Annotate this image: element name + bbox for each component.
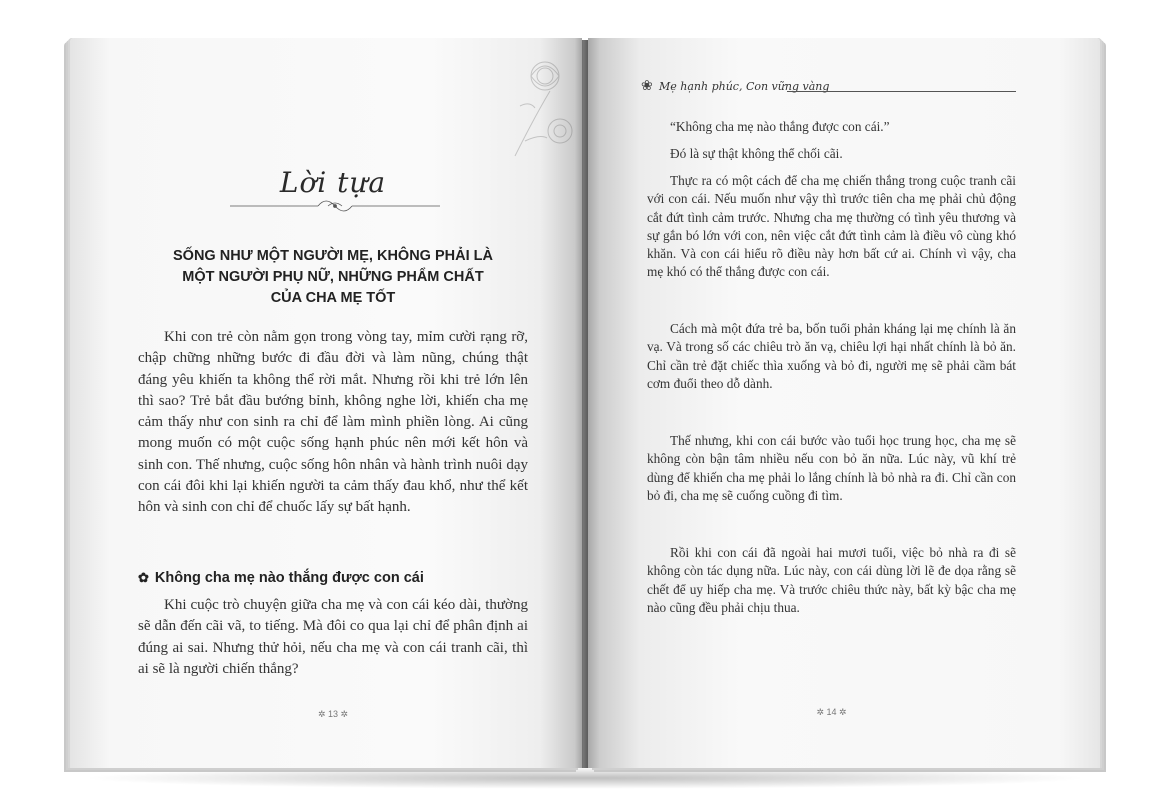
running-header-title: Mẹ hạnh phúc, Con vững vàng — [659, 80, 830, 93]
flower-icon: ❀ — [641, 78, 653, 94]
page-number-value: 13 — [327, 709, 338, 719]
left-page — [70, 38, 582, 768]
running-header — [641, 78, 1016, 100]
book-shadow — [80, 767, 1090, 789]
floral-illustration-icon — [505, 46, 580, 166]
body-paragraph: Thế nhưng, khi con cái bước vào tuổi học trung học, cha mẹ sẽ không còn bận tâm nhiều nếu con bỏ ăn nữa. Lúc này, vũ khí trẻ dùng để khiến cha mẹ phải lo lắng chính là bỏ nhà ra đi. Chỉ cần con bỏ đi, cha mẹ sẽ cuống cuồng đi tìm. — [647, 433, 1016, 503]
page-number-value: 14 — [826, 707, 837, 717]
section-heading-text: Không cha mẹ nào thắng được con cái — [154, 570, 424, 586]
chapter-title — [138, 246, 528, 309]
chapter-title-line: CỦA CHA MẸ TỐT — [270, 290, 396, 306]
body-paragraph: Đó là sự thật không thể chối cãi. — [670, 146, 843, 161]
gear-flower-icon: ✿ — [138, 570, 149, 585]
body-paragraph: Khi cuộc trò chuyện giữa cha mẹ và con cái kéo dài, thường sẽ dẫn đến cãi vã, to tiếng. Mà đôi co qua lại chỉ để phân định ai đúng ai sai. Nhưng thử hỏi, nếu cha mẹ và con cái tranh cãi, thì ai sẽ là người chiến thắng? — [138, 597, 528, 677]
page-number — [138, 709, 528, 720]
right-page — [588, 38, 1100, 768]
ornament-icon: ✲ — [816, 707, 827, 717]
section-heading — [138, 570, 528, 586]
section-label: Lời tựa — [279, 166, 387, 199]
ornament-icon: ✲ — [317, 709, 328, 719]
body-paragraph: Cách mà một đứa trẻ ba, bốn tuổi phản kháng lại mẹ chính là ăn vạ. Và trong số các chiêu trò ăn vạ, chiêu lợi hại nhất chính là bỏ ăn. Chỉ cần trẻ đặt chiếc thìa xuống và bỏ đi, người mẹ sẽ phải cầm bát cơm đuổi theo dỗ dành. — [647, 321, 1016, 391]
chapter-title-line: SỐNG NHƯ MỘT NGƯỜI MẸ, KHÔNG PHẢI LÀ — [173, 248, 493, 264]
body-paragraph: Rồi khi con cái đã ngoài hai mươi tuổi, việc bỏ nhà ra đi sẽ không còn tác dụng nữa. Lúc này, con cái dùng lời lẽ đe dọa rằng sẽ chết để uy hiếp cha mẹ. Và trước chiêu thức này, bất kỳ bậc cha mẹ nào cũng đều phải chịu thua. — [647, 545, 1016, 615]
body-paragraph: Thực ra có một cách để cha mẹ chiến thắng trong cuộc tranh cãi với con cái. Nếu muốn như vậy thì trước tiên cha mẹ phải chủ động cắt đứt tình cảm trước. Nhưng cha mẹ thường có tình yêu thương và sự gắn bó lớn với con, nên việc cắt đứt tình cảm là điều vô cùng khó khăn. Và con cái hiểu rõ điều này hơn bất cứ ai. Chính vì vậy, cha mẹ khó có thể thắng được con cái. — [647, 173, 1016, 280]
header-rule — [787, 91, 1016, 92]
body-paragraph: Khi con trẻ còn nằm gọn trong vòng tay, mỉm cười rạng rỡ, chập chững những bước đi đầu đời và làm nũng, chúng thật đáng yêu khiến ta không thể rời mắt. Nhưng rồi khi trẻ lớn lên thì sao? Trẻ bắt đầu bướng bỉnh, không nghe lời, khiến cha mẹ cảm thấy như con sinh ra chỉ để làm mình phiền lòng. Ai cũng mong muốn có một cuộc sống hạnh phúc nên mới kết hôn và sinh con. Thế nhưng, cuộc sống hôn nhân và hành trình nuôi dạy con cái đôi khi lại khiến người ta cảm thấy đau khổ, như thể kết hôn và sinh con chỉ để chuốc lấy sự bất hạnh. — [138, 329, 528, 516]
flourish-divider-icon — [230, 194, 440, 216]
ornament-icon: ✲ — [836, 707, 847, 717]
body-paragraph: “Không cha mẹ nào thắng được con cái.” — [670, 119, 890, 134]
page-number — [647, 707, 1016, 718]
ornament-icon: ✲ — [338, 709, 349, 719]
open-book — [70, 38, 1100, 773]
chapter-title-line: MỘT NGƯỜI PHỤ NỮ, NHỮNG PHẨM CHẤT — [182, 269, 484, 285]
